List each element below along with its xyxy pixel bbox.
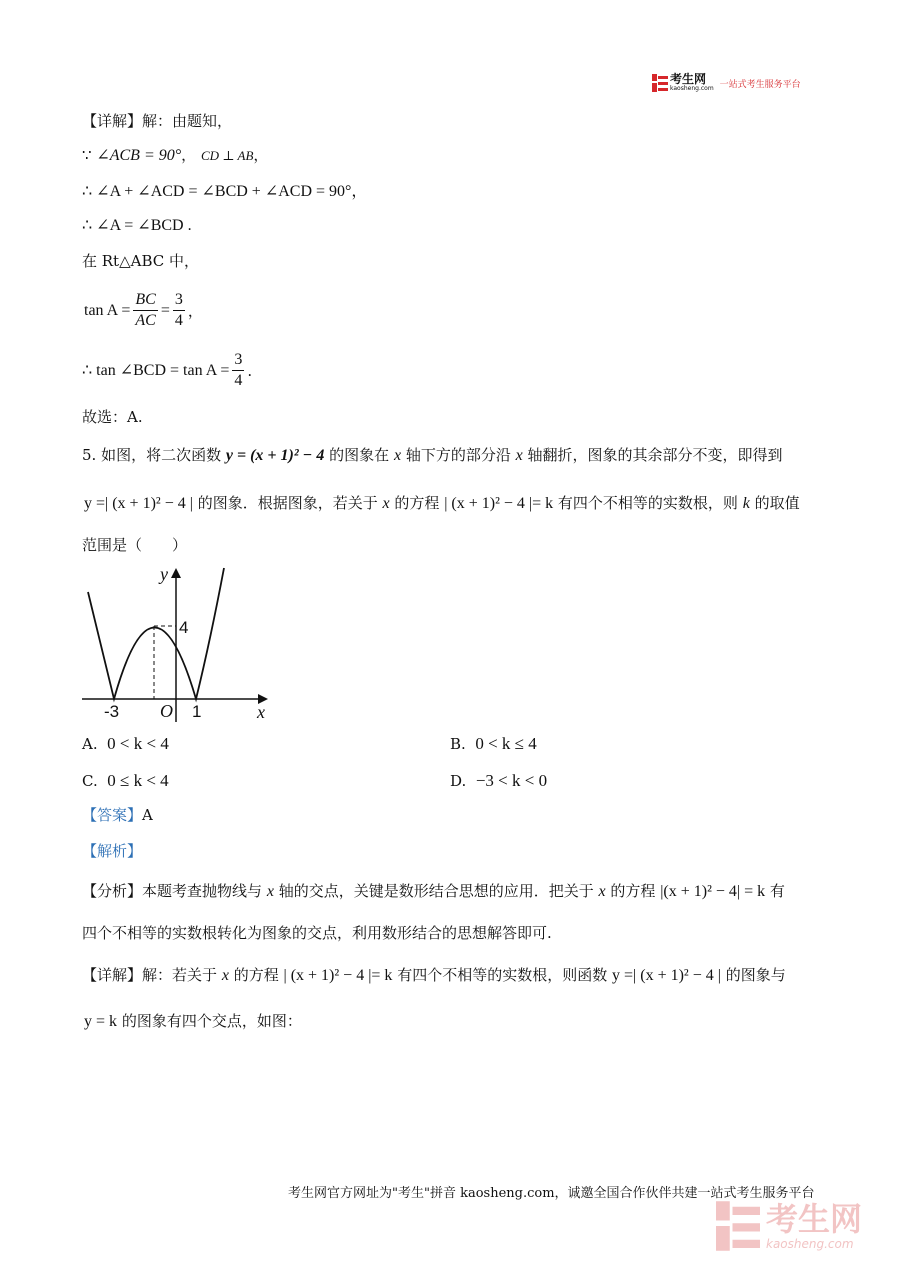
footer-line: 考生网官方网址为"考生"拼音 kaosheng.com，诚邀全国合作伙伴共建一站式考生服务平台	[288, 1186, 815, 1201]
tick-label-1: 1	[192, 702, 202, 721]
option-d[interactable]	[450, 770, 547, 792]
end: ，	[253, 146, 269, 164]
footer-text	[288, 1182, 815, 1201]
fraction-bc-ac	[133, 290, 157, 331]
q5-function: y = (x + 1)² − 4	[225, 447, 325, 464]
tick-label-neg3: -3	[104, 702, 120, 721]
option-letter: D.	[450, 772, 467, 790]
fenxi-line1	[82, 880, 785, 903]
answer-value: A	[142, 806, 153, 824]
frac-num: 3	[173, 290, 185, 311]
var-x: x	[221, 967, 229, 984]
q4-line3	[82, 214, 192, 237]
logo-tagline: 一站式考生服务平台	[719, 79, 801, 90]
option-b[interactable]	[450, 733, 537, 755]
frac-num: 3	[232, 350, 244, 371]
xiangjie-text: 解：若关于	[142, 966, 218, 984]
q4-line2	[82, 180, 367, 203]
option-value: 0 ≤ k < 4	[107, 771, 169, 790]
q4-line4	[82, 250, 199, 272]
xiangjie-text: 的图象与	[725, 966, 786, 984]
kaosheng-logo-icon	[652, 74, 668, 92]
var-x: x	[266, 883, 274, 900]
q5-text: 5. 如图，将二次函数	[82, 446, 222, 464]
q4-conclusion	[82, 350, 252, 391]
fenxi-text: 四个不相等的实数根转化为图象的交点，利用数形结合的思想解答即可.	[82, 924, 552, 942]
function-graph	[78, 562, 278, 724]
logo-sub: kaosheng.com	[670, 85, 714, 92]
var-x: x	[382, 495, 390, 512]
fenxi-text: 轴的交点，关键是数形结合思想的应用．把关于	[278, 882, 594, 900]
watermark-logo-icon	[716, 1200, 760, 1252]
fraction-3-4	[173, 290, 185, 331]
q5-line1	[82, 444, 783, 467]
q4-line1	[82, 144, 268, 167]
conclusion-lhs: ∴ tan ∠BCD = tan A =	[82, 361, 230, 379]
q4-tan-line	[84, 290, 203, 331]
fenxi-line2	[82, 922, 552, 944]
q5-text: 的图象在	[329, 446, 390, 464]
cd-perp-ab: CD ⊥ AB	[200, 148, 254, 163]
q5-text: 的取值	[754, 494, 800, 512]
option-letter: B.	[450, 735, 466, 753]
q4-choice	[82, 406, 143, 428]
var-k: k	[742, 495, 750, 512]
xiangjie-function: y =| (x + 1)² − 4 |	[612, 967, 721, 984]
header-logo	[652, 72, 801, 94]
graph-curve	[88, 568, 224, 699]
q5-text: 轴翻折，图象的其余部分不变，即得到	[527, 446, 783, 464]
xiangjie-text: 的图象有四个交点，如图：	[121, 1012, 302, 1030]
var-x: x	[598, 883, 606, 900]
line-y-k: y = k	[84, 1013, 118, 1030]
rt-triangle: 在 Rt△ABC 中，	[82, 252, 200, 270]
option-c[interactable]	[82, 770, 169, 792]
x-axis-label: x	[257, 702, 265, 722]
q4-detail-line	[82, 110, 232, 132]
xiangjie-text: 有四个不相等的实数根，则函数	[397, 966, 608, 984]
tick-label-4: 4	[179, 618, 189, 637]
option-value: 0 < k ≤ 4	[475, 734, 537, 753]
end: .	[247, 361, 253, 380]
option-letter: A.	[82, 735, 98, 753]
q5-text: 轴下方的部分沿	[405, 446, 511, 464]
tan-lhs: tan A =	[84, 301, 131, 319]
watermark-url: kaosheng.com	[766, 1237, 854, 1251]
fraction-3-4	[232, 350, 244, 391]
detail-label: 【详解】	[82, 112, 143, 130]
frac-den: AC	[135, 312, 156, 329]
xiangjie-text: 的方程	[233, 966, 279, 984]
fenxi-label: 【分析】	[82, 882, 143, 900]
q5-line3	[82, 534, 187, 556]
origin-label: O	[160, 701, 173, 721]
detail-intro: 解：由题知，	[142, 112, 233, 130]
analysis-line	[82, 840, 142, 862]
fenxi-text: 的方程	[610, 882, 656, 900]
q5-abs-function: y =| (x + 1)² − 4 |	[84, 495, 193, 512]
option-value: 0 < k < 4	[107, 734, 169, 753]
xiangjie-label: 【详解】	[82, 966, 143, 984]
angle-equal: ∴ ∠A = ∠BCD .	[82, 217, 192, 234]
option-value: −3 < k < 0	[475, 771, 548, 790]
q5-text: 范围是（ ）	[82, 536, 188, 554]
var-x: x	[515, 447, 523, 464]
xiangjie-line1	[82, 964, 786, 987]
sep: ，	[181, 146, 197, 164]
choice-text: 故选：A.	[82, 408, 143, 426]
q5-equation: | (x + 1)² − 4 |= k	[444, 495, 554, 512]
frac-num: BC	[133, 290, 157, 311]
xiangjie-equation: | (x + 1)² − 4 |= k	[283, 967, 393, 984]
fenxi-text: 有	[769, 882, 785, 900]
angle-acb: ∠ACB = 90°	[96, 147, 182, 164]
watermark-name: 考生网	[766, 1200, 863, 1238]
fenxi-text: 本题考查抛物线与	[142, 882, 263, 900]
y-axis-arrow	[171, 568, 181, 578]
end: ，	[187, 301, 203, 320]
option-letter: C.	[82, 772, 98, 790]
xiangjie-line2	[84, 1010, 302, 1033]
eq: =	[160, 301, 170, 319]
frac-den: 4	[234, 372, 243, 389]
q5-line2	[84, 492, 800, 515]
var-x: x	[393, 447, 402, 464]
q5-text: 有四个不相等的实数根，则	[557, 494, 738, 512]
answer-label: 【答案】	[82, 806, 143, 824]
option-a[interactable]	[82, 733, 169, 755]
because-symbol: ∵	[82, 146, 92, 164]
analysis-label: 【解析】	[82, 842, 143, 860]
q5-text: 的图象．根据图象，若关于	[197, 494, 378, 512]
fenxi-equation: |(x + 1)² − 4| = k	[660, 883, 766, 900]
frac-den: 4	[174, 312, 183, 329]
q5-text: 的方程	[394, 494, 440, 512]
y-axis-label: y	[160, 564, 168, 584]
angle-sum: ∴ ∠A + ∠ACD = ∠BCD + ∠ACD = 90°，	[82, 183, 368, 200]
answer-line	[82, 804, 153, 826]
watermark	[716, 1200, 862, 1252]
logo-name: 考生网	[670, 72, 707, 86]
